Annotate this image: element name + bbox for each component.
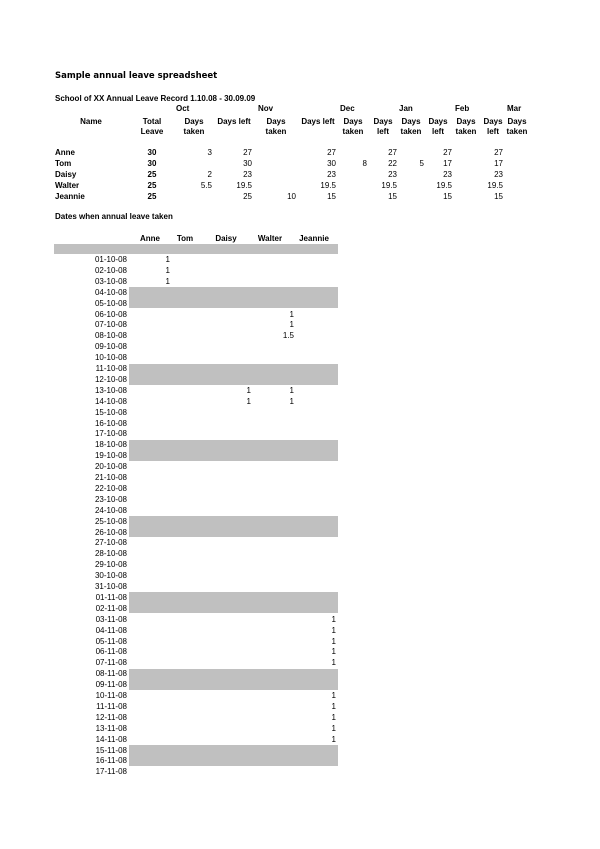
date-cell: 05-11-08	[95, 636, 127, 646]
date-cell: 12-11-08	[95, 712, 127, 722]
weekend-band	[129, 592, 338, 613]
date-cell: 20-10-08	[94, 462, 127, 472]
date-cell: 30-10-08	[94, 571, 127, 581]
date-cell: 04-10-08	[94, 287, 127, 297]
summary-cell-oct-taken: 5.5	[200, 181, 212, 190]
date-cell: 14-11-08	[95, 734, 127, 744]
summary-cell-feb-left: 23	[494, 170, 503, 179]
summary-cell-oct-left: 23	[243, 170, 252, 179]
date-cell: 01-10-08	[94, 255, 127, 264]
summary-cell-mar-taken	[504, 147, 530, 158]
weekend-band	[129, 287, 338, 308]
date-cell: 25-10-08	[94, 516, 127, 526]
summary-cell-jan-left: 19.5	[436, 181, 452, 190]
summary-row	[0, 191, 600, 202]
summary-cell-name: Tom	[55, 159, 72, 168]
date-cell: 17-10-08	[94, 429, 127, 439]
leave-cell-jeannie: 1	[331, 658, 336, 668]
date-cell: 10-10-08	[94, 353, 127, 363]
date-cell: 10-11-08	[95, 691, 127, 700]
date-cell: 04-11-08	[95, 625, 127, 635]
date-cell: 13-11-08	[95, 723, 127, 733]
header-oct-taken: Days taken	[183, 117, 205, 136]
weekend-band	[129, 440, 338, 461]
dates-section-title: Dates when annual leave taken	[55, 212, 173, 221]
summary-cell-oct-taken: 2	[207, 170, 212, 179]
date-cell: 16-10-08	[94, 418, 127, 428]
summary-cell-feb-taken	[452, 169, 479, 180]
date-cell: 07-10-08	[94, 320, 127, 330]
header-feb-left: Days left	[483, 117, 503, 136]
summary-cell-total: 25	[147, 170, 157, 179]
date-cell: 02-10-08	[94, 265, 127, 275]
summary-cell-oct-left: 25	[243, 192, 252, 201]
summary-cell-nov-taken	[256, 158, 296, 169]
summary-cell-jan-left: 27	[443, 148, 452, 157]
weekend-band	[129, 669, 338, 690]
summary-cell-jan-left: 15	[443, 192, 452, 201]
summary-cell-oct-left: 27	[243, 148, 252, 157]
dates-header-jeannie: Jeannie	[299, 234, 329, 243]
summary-cell-total: 30	[147, 148, 157, 157]
summary-cell-feb-left: 27	[494, 148, 503, 157]
leave-cell-jeannie: 1	[331, 723, 336, 733]
date-cell: 13-10-08	[94, 385, 127, 395]
date-cell: 11-11-08	[96, 701, 127, 711]
date-cell: 31-10-08	[94, 582, 127, 591]
leave-cell-jeannie: 1	[331, 636, 336, 646]
date-cell: 16-11-08	[95, 756, 127, 766]
summary-cell-nov-taken	[256, 169, 296, 180]
leave-cell-walter: 1.5	[282, 331, 294, 341]
leave-cell-jeannie: 1	[331, 712, 336, 722]
date-cell: 02-11-08	[95, 603, 127, 613]
date-cell: 06-11-08	[95, 647, 127, 657]
summary-cell-jan-taken	[396, 169, 424, 180]
summary-row	[0, 158, 600, 169]
leave-cell-jeannie: 1	[331, 625, 336, 635]
date-cell: 28-10-08	[94, 549, 127, 559]
date-cell: 17-11-08	[95, 767, 127, 777]
summary-cell-name: Daisy	[55, 170, 77, 179]
summary-cell-feb-taken	[452, 180, 479, 191]
date-cell: 27-10-08	[94, 538, 127, 548]
summary-row	[0, 147, 600, 158]
summary-cell-feb-taken	[452, 191, 479, 202]
summary-cell-oct-taken: 3	[207, 148, 212, 157]
header-feb-taken: Days taken	[455, 117, 477, 136]
date-cell: 03-11-08	[95, 614, 127, 624]
summary-cell-nov-left: 27	[327, 148, 336, 157]
summary-cell-name: Walter	[55, 181, 80, 190]
summary-cell-jan-taken	[396, 147, 424, 158]
summary-cell-oct-taken	[172, 158, 212, 169]
leave-cell-jeannie: 1	[331, 734, 336, 744]
summary-cell-nov-left: 30	[327, 159, 336, 168]
summary-row	[0, 180, 600, 191]
date-cell: 07-11-08	[95, 658, 127, 668]
month-oct: Oct	[176, 104, 190, 113]
header-name: Name	[80, 117, 102, 126]
leave-cell-walter: 1	[289, 320, 294, 330]
date-cell: 26-10-08	[94, 527, 127, 537]
header-nov-left: Days left	[301, 117, 335, 126]
leave-cell-jeannie: 1	[331, 701, 336, 711]
summary-cell-name: Jeannie	[55, 192, 85, 201]
header-jan-left: Days left	[428, 117, 448, 136]
dates-header-tom: Tom	[176, 234, 194, 243]
header-dec-taken: Days taken	[342, 117, 364, 136]
summary-cell-total: 30	[147, 159, 157, 168]
summary-cell-jan-left: 17	[443, 159, 452, 168]
header-jan-taken: Days taken	[400, 117, 422, 136]
document-title: Sample annual leave spreadsheet	[55, 71, 218, 81]
summary-cell-jan-taken	[396, 180, 424, 191]
dates-header-band	[54, 244, 338, 254]
date-cell: 21-10-08	[94, 473, 127, 482]
summary-cell-dec-left: 15	[388, 192, 397, 201]
leave-cell-walter: 1	[289, 309, 294, 319]
summary-cell-total: 25	[147, 192, 157, 201]
date-cell: 19-10-08	[94, 451, 127, 461]
date-cell: 18-10-08	[94, 440, 127, 450]
month-dec: Dec	[340, 104, 355, 113]
date-cell: 08-10-08	[94, 331, 127, 341]
summary-cell-oct-left: 30	[243, 159, 252, 168]
summary-cell-dec-taken	[338, 147, 367, 158]
header-oct-left: Days left	[217, 117, 251, 126]
summary-cell-dec-left: 27	[388, 148, 397, 157]
date-cell: 09-11-08	[95, 680, 127, 690]
summary-cell-dec-taken	[338, 191, 367, 202]
summary-cell-jan-left: 23	[443, 170, 452, 179]
summary-cell-feb-taken	[452, 158, 479, 169]
summary-cell-name: Anne	[55, 148, 75, 157]
leave-cell-jeannie: 1	[331, 647, 336, 657]
date-cell: 22-10-08	[94, 483, 127, 493]
leave-cell-jeannie: 1	[331, 614, 336, 624]
leave-cell-anne: 1	[165, 255, 170, 264]
date-cell: 03-10-08	[94, 276, 127, 286]
date-cell: 01-11-08	[95, 592, 127, 602]
summary-cell-dec-left: 23	[388, 170, 397, 179]
leave-cell-jeannie: 1	[331, 691, 336, 700]
leave-cell-anne: 1	[165, 265, 170, 275]
date-cell: 05-10-08	[94, 298, 127, 308]
summary-cell-feb-left: 19.5	[487, 181, 503, 190]
summary-row	[0, 169, 600, 180]
leave-cell-walter: 1	[289, 396, 294, 406]
leave-cell-walter: 1	[289, 385, 294, 395]
date-cell: 06-10-08	[94, 309, 127, 319]
leave-cell-daisy: 1	[246, 396, 251, 406]
month-mar: Mar	[507, 104, 522, 113]
summary-cell-dec-taken: 8	[362, 159, 367, 168]
summary-cell-feb-taken	[452, 147, 479, 158]
record-title: School of XX Annual Leave Record 1.10.08 - 30.09.09	[55, 94, 256, 103]
month-nov: Nov	[258, 104, 274, 113]
header-dec-left: Days left	[373, 117, 393, 136]
summary-cell-nov-taken: 10	[287, 192, 296, 201]
weekend-band	[129, 364, 338, 385]
summary-cell-feb-left: 17	[494, 159, 503, 168]
header-total-leave: Total Leave	[140, 117, 164, 136]
dates-header-anne: Anne	[140, 234, 160, 243]
date-cell: 09-10-08	[94, 342, 127, 352]
leave-cell-anne: 1	[165, 276, 170, 286]
date-cell: 29-10-08	[94, 560, 127, 570]
date-cell: 24-10-08	[94, 505, 127, 515]
date-cell: 15-10-08	[94, 407, 127, 417]
summary-cell-nov-left: 23	[327, 170, 336, 179]
month-feb: Feb	[455, 104, 470, 113]
leave-cell-daisy: 1	[246, 385, 251, 395]
summary-cell-mar-taken	[504, 158, 530, 169]
summary-cell-dec-left: 19.5	[381, 181, 397, 190]
summary-cell-nov-taken	[256, 147, 296, 158]
summary-cell-dec-taken	[338, 169, 367, 180]
date-cell: 15-11-08	[95, 745, 127, 755]
date-cell: 12-10-08	[94, 374, 127, 384]
summary-cell-total: 25	[147, 181, 157, 190]
summary-cell-dec-taken	[338, 180, 367, 191]
summary-cell-nov-taken	[256, 180, 296, 191]
date-cell: 11-10-08	[95, 364, 127, 373]
summary-cell-mar-taken	[504, 191, 530, 202]
summary-cell-nov-left: 19.5	[320, 181, 336, 190]
summary-cell-mar-taken	[504, 180, 530, 191]
dates-header-daisy: Daisy	[215, 234, 237, 243]
summary-cell-oct-taken	[172, 191, 212, 202]
weekend-band	[129, 745, 338, 766]
summary-cell-jan-taken	[396, 191, 424, 202]
header-nov-taken: Days taken	[265, 117, 287, 136]
summary-cell-jan-taken: 5	[419, 159, 424, 168]
date-cell: 23-10-08	[94, 494, 127, 504]
dates-header-walter: Walter	[257, 234, 283, 243]
header-mar-taken: Days taken	[506, 117, 528, 136]
month-jan: Jan	[399, 104, 413, 113]
summary-cell-feb-left: 15	[494, 192, 503, 201]
summary-cell-mar-taken	[504, 169, 530, 180]
date-cell: 14-10-08	[94, 396, 127, 406]
date-cell: 08-11-08	[95, 669, 127, 679]
summary-cell-oct-left: 19.5	[236, 181, 252, 190]
summary-cell-nov-left: 15	[327, 192, 336, 201]
summary-cell-dec-left: 22	[388, 159, 397, 168]
weekend-band	[129, 516, 338, 537]
